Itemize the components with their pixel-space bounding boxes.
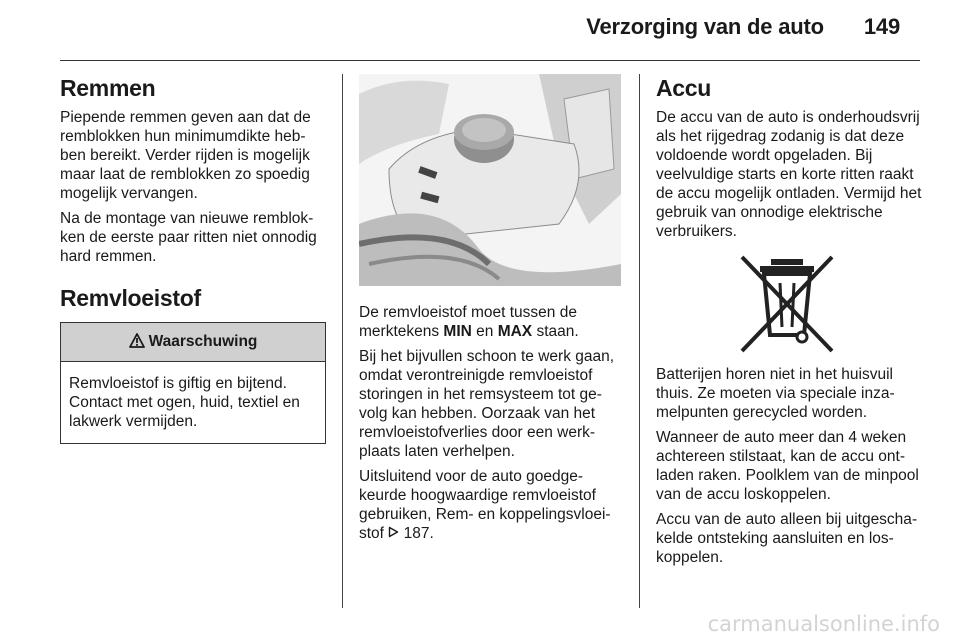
warning-triangle-icon (129, 333, 145, 348)
page-header (586, 14, 900, 40)
column-divider-1 (342, 74, 343, 608)
heading-remmen: Remmen (60, 75, 156, 101)
watermark: carmanualsonline.info (707, 612, 940, 636)
column-3 (656, 74, 922, 573)
brake-fluid-reservoir-photo (359, 74, 621, 286)
accu-paragraph-2: Batterijen horen niet in het huisvuil thuis. Ze moeten via speciale inzamelpunten gerecycled worden. (656, 366, 895, 421)
warning-text: Remvloeistof is giftig en bijtend. Contact met ogen, huid, textiel en lakwerk vermijden. (69, 375, 300, 430)
level-text-b: en (471, 323, 498, 340)
heading-accu: Accu (656, 75, 712, 101)
level-text-c: staan. (532, 323, 579, 340)
accu-paragraph-3: Wanneer de auto meer dan 4 weken achtereen stilstaat, kan de accu ontladen raken. Poolklem van de minpool van de accu loskoppelen. (656, 429, 919, 503)
header-rule (60, 60, 920, 61)
page-number: 149 (863, 14, 900, 39)
page-reference-link[interactable]: 187. (403, 525, 434, 542)
warning-box (60, 322, 326, 444)
accu-paragraph-1: De accu van de auto is onderhoudsvrij als het rijgedrag zodanig is dat deze voldoende wordt opgeladen. Bij veelvuldige starts en korte ritten raakt de accu mogelijk ontladen. Vermijd het gebruik van onnodige elektrische verbruikers. (656, 109, 922, 240)
min-mark: MIN (443, 323, 472, 340)
refill-paragraph: Bij het bijvullen schoon te werk gaan, omdat verontreinigde remvloeistof storingen in het remsysteem tot gevolg kan hebben. Oorzaak van het remvloeistofverlies door een werkplaats laten verhelpen. (359, 348, 615, 460)
level-paragraph (359, 303, 625, 341)
column-2 (359, 74, 625, 549)
column-1 (60, 74, 326, 444)
page-reference-arrow-icon (388, 526, 399, 538)
remmen-paragraph-1: Piepende remmen geven aan dat de remblokken hun minimumdikte hebben bereikt. Verder rijden is mogelijk maar laat de remblokken zo spoedig mogelijk vervangen. (60, 109, 311, 202)
warning-title: Waarschuwing (148, 333, 258, 350)
max-mark: MAX (497, 323, 533, 340)
warning-header (61, 323, 325, 362)
column-divider-2 (639, 74, 640, 608)
fluid-quality-text: Uitsluitend voor de auto goedgekeurde hoogwaardige remvloeistof gebruiken, Rem- en koppelingsvloeistof (359, 468, 611, 542)
chapter-title: Verzorging van de auto (586, 14, 824, 39)
accu-paragraph-4: Accu van de auto alleen bij uitgeschakelde ontsteking aansluiten en loskoppelen. (656, 511, 918, 566)
level-text-a: De remvloeistof moet tussen de merktekens (359, 304, 577, 340)
heading-remvloeistof: Remvloeistof (60, 285, 201, 311)
remmen-paragraph-2: Na de montage van nieuwe remblokken de eerste paar ritten niet onnodig hard remmen. (60, 210, 317, 265)
fluid-quality-paragraph (359, 467, 625, 543)
crossed-out-wheelie-bin-icon (734, 253, 840, 355)
